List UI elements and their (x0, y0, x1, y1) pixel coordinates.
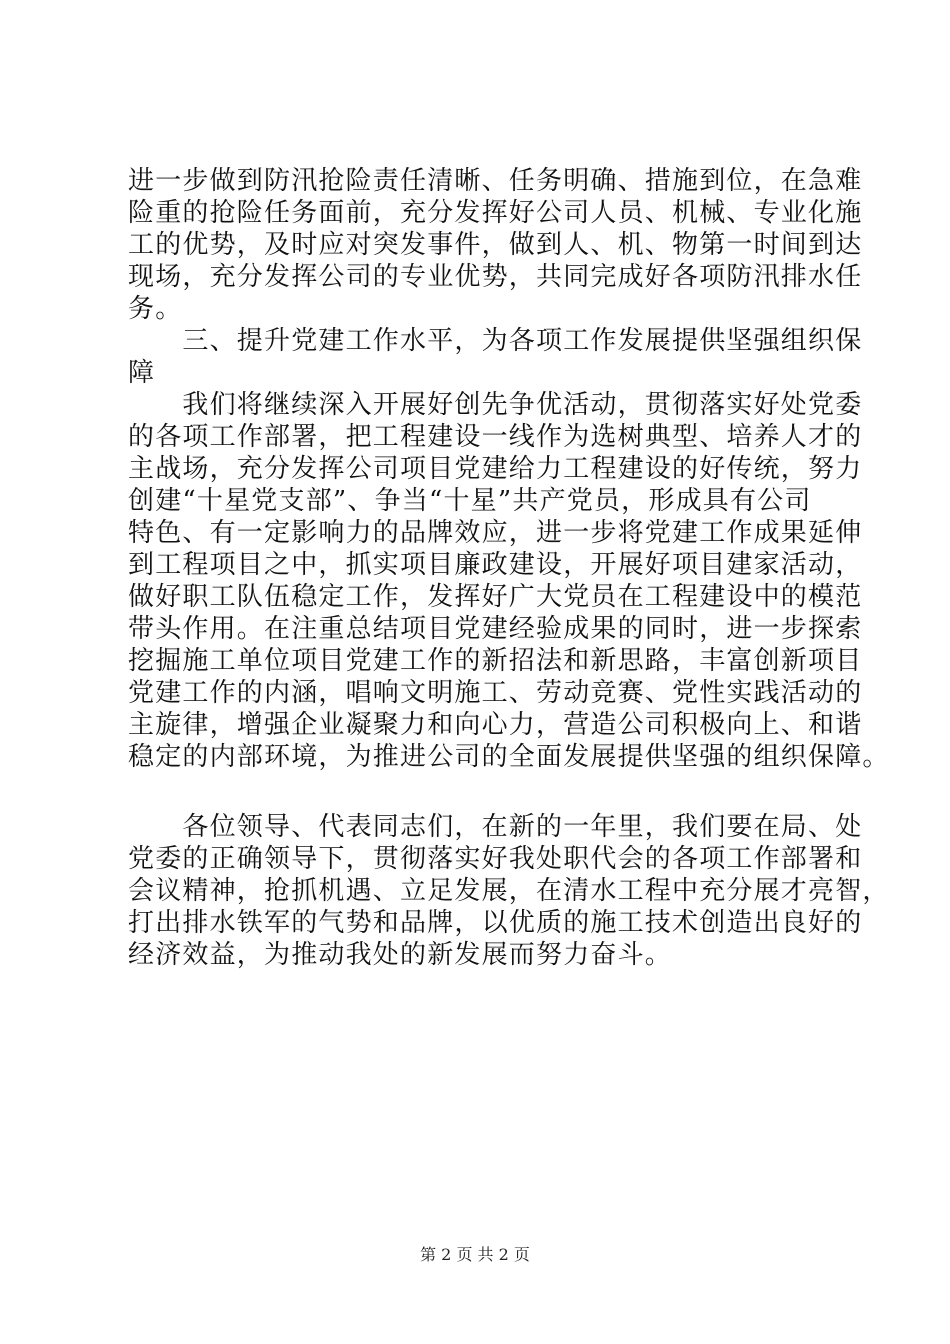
paragraph-flood-control (128, 165, 863, 325)
text-line: 务。 (128, 294, 183, 324)
document-body (128, 165, 890, 971)
text-line: 主战场，充分发挥公司项目党建给力工程建设的好传统，努力 (128, 454, 863, 484)
text-line: 险重的抢险任务面前，充分发挥好公司人员、机械、专业化施 (128, 198, 863, 228)
text-line: 稳定的内部环境，为推进公司的全面发展提供坚强的组织保障。 (128, 742, 890, 772)
text-line: 各位领导、代表同志们，在新的一年里，我们要在局、处 (128, 812, 863, 842)
text-line: 经济效益，为推动我处的新发展而努力奋斗。 (128, 940, 673, 970)
text-line: 我们将继续深入开展好创先争优活动，贯彻落实好处党委 (128, 390, 863, 420)
text-line: 党委的正确领导下，贯彻落实好我处职代会的各项工作部署和 (128, 844, 863, 874)
text-line: 特色、有一定影响力的品牌效应，进一步将党建工作成果延伸 (128, 518, 863, 548)
text-line: 到工程项目之中，抓实项目廉政建设，开展好项目建家活动， (128, 550, 863, 580)
text-line: 挖掘施工单位项目党建工作的新招法和新思路，丰富创新项目 (128, 646, 863, 676)
text-line: 的各项工作部署，把工程建设一线作为选树典型、培养人才的 (128, 422, 863, 452)
heading-line: 三、提升党建工作水平，为各项工作发展提供坚强组织保 (128, 326, 863, 356)
text-line: 做好职工队伍稳定工作，发挥好广大党员在工程建设中的模范 (128, 582, 863, 612)
paragraph-party-building (128, 389, 890, 773)
text-line: 主旋律，增强企业凝聚力和向心力，营造公司积极向上、和谐 (128, 710, 863, 740)
text-line: 党建工作的内涵，唱响文明施工、劳动竞赛、党性实践活动的 (128, 678, 863, 708)
text-line: 打出排水铁军的气势和品牌，以优质的施工技术创造出良好的 (128, 908, 863, 938)
page-total: 共 2 页 (477, 1245, 530, 1264)
text-line: 现场，充分发挥公司的专业优势，共同完成好各项防汛排水任 (128, 262, 863, 292)
text-line: 会议精神，抢抓机遇、立足发展，在清水工程中充分展才亮智， (128, 876, 890, 906)
text-line: 进一步做到防汛抢险责任清晰、任务明确、措施到位，在急难 (128, 166, 863, 196)
text-line: 创建“十星党支部”、争当“十星”共产党员，形成具有公司 (128, 486, 812, 516)
page-number: 第 2 页 (420, 1245, 473, 1264)
text-line: 工的优势，及时应对突发事件，做到人、机、物第一时间到达 (128, 230, 863, 260)
heading-line: 障 (128, 358, 156, 388)
text-line: 带头作用。在注重总结项目党建经验成果的同时，进一步探索 (128, 614, 863, 644)
page-footer (0, 1245, 950, 1265)
paragraph-closing (128, 811, 890, 971)
section-heading-party-building (128, 325, 863, 389)
paragraph-spacer (128, 773, 848, 811)
